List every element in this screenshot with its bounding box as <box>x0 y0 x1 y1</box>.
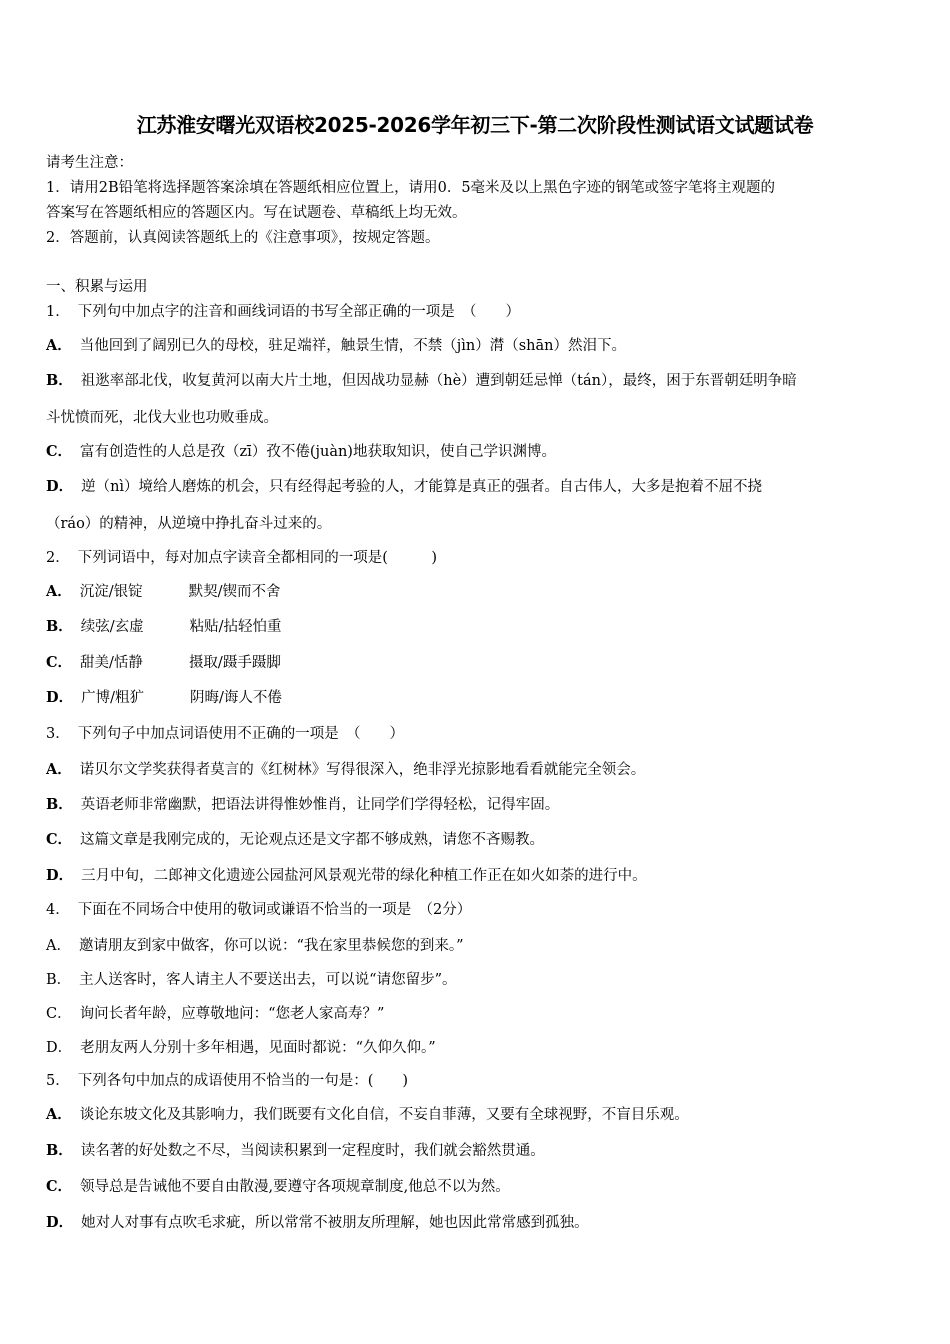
option-text: 续弦/玄虚 <box>80 619 144 635</box>
option-line <box>46 582 281 602</box>
option-text: 读名著的好处数之不尽，当阅读积累到一定程度时，我们就会豁然贯通。 <box>80 1143 545 1159</box>
option-text: 诺贝尔文学奖获得者莫言的《红树林》写得很深入，绝非浮光掠影地看看就能完全领会。 <box>79 762 646 778</box>
question-number: 1． <box>46 304 70 320</box>
option-text: 广博/粗犷 <box>81 690 144 706</box>
option-line <box>46 970 456 990</box>
option-text: 阴晦/诲人不倦 <box>189 690 282 706</box>
option-text: 默契/锲而不舍 <box>188 584 281 600</box>
option-text: 老朋友两人分别十多年相遇，见面时都说：“久仰久仰。” <box>80 1040 436 1056</box>
option-text: 粘贴/拈轻怕重 <box>189 619 282 635</box>
option-text: 谈论东坡文化及其影响力，我们既要有文化自信，不妄自菲薄，又要有全球视野，不盲目乐观。 <box>79 1107 689 1123</box>
question-text: 下面在不同场合中使用的敬词或谦语不恰当的一项是 （2分） <box>77 902 472 918</box>
option-text: 英语老师非常幽默，把语法讲得惟妙惟肖，让同学们学得轻松，记得牢固。 <box>80 797 560 813</box>
option-line <box>46 1004 384 1024</box>
question-stem <box>46 302 520 322</box>
option-line <box>46 371 797 391</box>
option-text: 领导总是告诫他不要自由散漫,要遵守各项规章制度,他总不以为然。 <box>80 1179 510 1195</box>
option-continuation: （ráo）的精神，从逆境中挣扎奋斗过来的。 <box>46 516 332 532</box>
option-line <box>46 1213 589 1233</box>
option-text: 摄取/蹑手蹑脚 <box>188 655 281 671</box>
option-line <box>46 442 556 462</box>
option-text: 询问长者年龄，应尊敬地问：“您老人家高寿？” <box>79 1006 385 1022</box>
question-number: 5． <box>46 1073 70 1089</box>
option-line <box>46 1177 510 1197</box>
question-text: 下列句中加点字的注音和画线词语的书写全部正确的一项是 （ ） <box>77 304 520 320</box>
option-line <box>46 336 626 356</box>
question-stem <box>46 548 437 568</box>
option-text: 主人送客时，客人请主人不要送出去，可以说“请您留步”。 <box>79 972 457 988</box>
option-line <box>46 1038 436 1058</box>
question-number: 3． <box>46 726 70 742</box>
option-line <box>46 477 762 497</box>
option-text: 三月中旬，二郎神文化遗迹公园盐河风景观光带的绿化种植工作正在如火如荼的进行中。 <box>81 868 647 884</box>
option-line <box>46 1141 545 1161</box>
option-label: C． <box>46 443 73 460</box>
option-text: 祖逖率部北伐，收复黄河以南大片土地，但因战功显赫（hè）遭到朝廷忌惮（tán），最终，困于东晋朝廷明争暗 <box>80 373 797 389</box>
question-stem <box>46 900 471 920</box>
option-line <box>46 688 282 708</box>
option-line <box>46 936 464 956</box>
question-text: 下列各句中加点的成语使用不恰当的一句是：( ) <box>77 1073 409 1089</box>
option-label: C． <box>46 654 73 671</box>
option-label: B． <box>46 972 72 988</box>
option-label: B． <box>46 618 73 635</box>
option-label: A． <box>46 1106 72 1123</box>
option-label: C． <box>46 831 73 848</box>
option-line <box>46 653 281 673</box>
option-label: C． <box>46 1178 73 1195</box>
notice-line: 1．请用2B铅笔将选择题答案涂填在答题纸相应位置上，请用0．5毫米及以上黑色字迹的钢笔或签字笔将主观题的 <box>46 180 776 196</box>
question-stem <box>46 724 404 744</box>
option-text: 邀请朋友到家中做客，你可以说：“我在家里恭候您的到来。” <box>78 938 464 954</box>
option-line <box>46 866 647 886</box>
option-text: 这篇文章是我刚完成的，无论观点还是文字都不够成熟，请您不吝赐教。 <box>80 832 545 848</box>
question-text: 下列词语中，每对加点字读音全都相同的一项是( ) <box>77 550 438 566</box>
option-text: 甜美/恬静 <box>80 655 143 671</box>
option-label: B． <box>46 1142 73 1159</box>
option-label: C． <box>46 1006 72 1022</box>
option-label: D． <box>46 478 74 495</box>
option-label: B． <box>46 372 73 389</box>
option-label: D． <box>46 1040 73 1056</box>
option-label: D． <box>46 867 74 884</box>
option-text: 沉淀/银锭 <box>79 584 143 600</box>
page-title: 江苏淮安曙光双语校2025-2026学年初三下-第二次阶段性测试语文试题试卷 <box>136 113 814 137</box>
option-label: D． <box>46 1214 74 1231</box>
option-line <box>46 617 282 637</box>
option-text: 逆（nì）境给人磨炼的机会，只有经得起考验的人，才能算是真正的强者。自古伟人，大多是抱着不屈不挠 <box>81 479 763 495</box>
notice-line: 答案写在答题纸相应的答题区内。写在试题卷、草稿纸上均无效。 <box>46 205 467 221</box>
option-label: B． <box>46 796 73 813</box>
question-text: 下列句子中加点词语使用不正确的一项是 （ ） <box>77 726 404 742</box>
question-number: 4． <box>46 902 70 918</box>
option-label: A． <box>46 761 72 778</box>
option-label: A． <box>46 337 72 354</box>
option-line <box>46 1105 689 1125</box>
option-line <box>46 760 645 780</box>
option-line <box>46 830 544 850</box>
option-text: 她对人对事有点吹毛求疵，所以常常不被朋友所理解，她也因此常常感到孤独。 <box>81 1215 589 1231</box>
section-heading: 一、积累与运用 <box>46 279 148 295</box>
option-text: 当他回到了阔别已久的母校，驻足端祥，触景生情，不禁（jìn）潸（shān）然泪下。 <box>79 338 626 354</box>
option-line <box>46 795 559 815</box>
question-number: 2． <box>46 550 70 566</box>
question-stem <box>46 1071 408 1091</box>
option-text: 富有创造性的人总是孜（zī）孜不倦(juàn)地获取知识，使自己学识渊博。 <box>80 444 556 460</box>
option-label: A． <box>46 938 71 954</box>
notice-heading: 请考生注意： <box>46 155 133 171</box>
option-label: A． <box>46 583 72 600</box>
notice-line: 2．答题前，认真阅读答题纸上的《注意事项》，按规定答题。 <box>46 230 440 246</box>
option-continuation: 斗忧愤而死，北伐大业也功败垂成。 <box>46 410 278 426</box>
option-label: D． <box>46 689 74 706</box>
